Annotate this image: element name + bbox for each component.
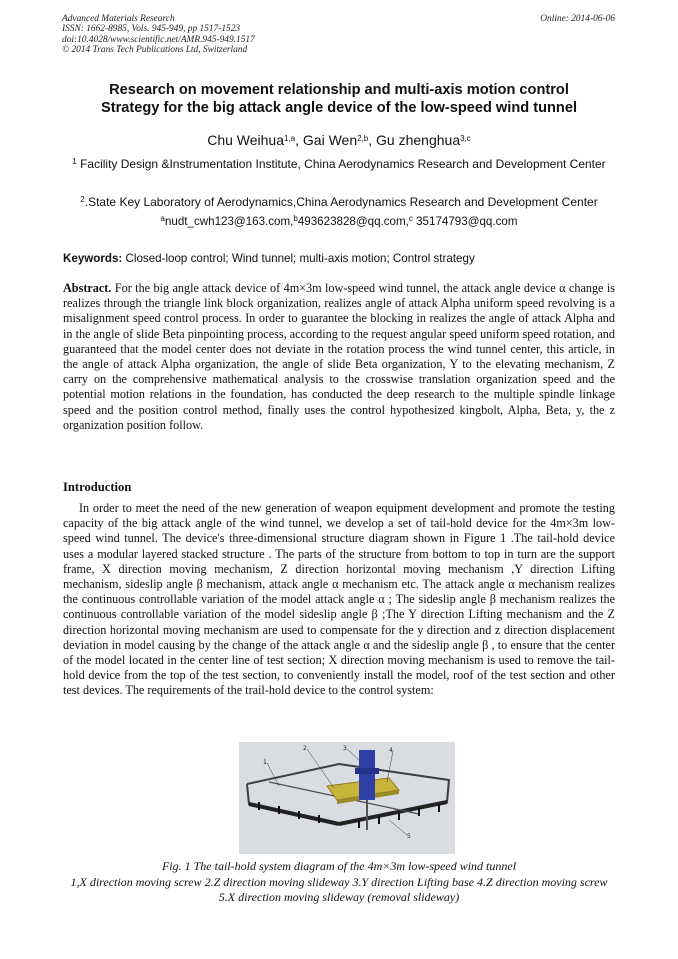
issn-line: ISSN: 1662-8985, Vols. 945-949, pp 1517-1523 — [62, 24, 241, 35]
callout-2: 2 — [303, 745, 307, 752]
email-1[interactable]: nudt_cwh123@163.com, — [164, 215, 294, 228]
y-lifting-column — [359, 750, 375, 800]
figure-1-image — [239, 742, 455, 854]
abstract — [63, 281, 615, 433]
callout-1: 1 — [263, 759, 267, 766]
author-1: Chu Weihua$^{1,a}$, — [207, 132, 303, 148]
journal-name: Advanced Materials Research — [62, 14, 175, 24]
callout-3: 3 — [343, 745, 347, 752]
abstract-text: For the big angle attack device of 4m×3m low-speed wind tunnel, the attack angle device α change is realizes through the triangle link block organization, realizes angle of attack Alpha uniform speed revolving is a misalignment speed control process. In order to guarantee the blocking in realizes the angle of attack Alpha and in the angle of slide Beta pinpointing process, according to the request angular speed uniform speed rotation, and guaranteed that the model center does not deviate in the rotation process the wind tunnel center, this article, in the angle of attack Alpha organization, the angle of slide Beta organization, Y to the elevating mechanism, Z carry on the comprehensive mathematical analysis to the crosswise translation organization speed and the potential motion relations in the foundation, has conducted the deep research to the multiple spindle linkage speed and the position control method, finally uses the control hypothesized kingbolt, Alpha, Beta, y, the z organization position follow. — [63, 281, 615, 432]
intro-paragraph: In order to meet the need of the new generation of weapon equipment development and promote the testing capacity of the big attack angle of the wind tunnel, we develop a set of tail-hold device for the 4m×3m low-speed wind tunnel. The device's three-dimensional structure diagram shown in Figure 1 .The tail-hold device uses a modular layered stacked structure . The parts of the structure from bottom to top in turn are the support frame, X direction moving mechanism, Z direction horizontal moving mechanism ,Y direction Lifting mechanism, sideslip angle β mechanism, attack angle α mechanism etc. The attack angle α mechanism realizes the continuous controllable variation of the model attack angle α ; The sideslip angle β mechanism realizes the continuous controllable variation of the model sideslip angle β ;The Y direction Lifting mechanism and the Z direction horizontal moving mechanism are used to compensate for the y direction and z direction displacement deviation in model causing by the change of the attack angle α and the sideslip angle β , to ensure that the center of the model located in the center line of test section; X direction moving mechanism is used to remove the tail-hold device from the top of the test section, to conveniently install the model, roof of the test section and other test devices. The requirements of the trail-hold device to the control system: — [63, 501, 615, 698]
column-collar — [355, 768, 379, 774]
online-date: Online: 2014-06-06 — [540, 14, 615, 24]
affiliation-1: $^1$ Facility Design &Instrumentation Institute, China Aerodynamics Research and Development Center — [72, 157, 606, 171]
author-emails: $^a$nudt_cwh123@163.com,$^b$493623828@qq.com,$^c$ 35174793@qq.com — [160, 214, 518, 228]
title-line-1: Research on movement relationship and multi-axis motion control — [109, 82, 569, 98]
keywords-text: Closed-loop control; Wind tunnel; multi-axis motion; Control strategy — [122, 252, 475, 265]
keywords-label: Keywords: — [63, 252, 123, 265]
paper-title — [40, 81, 638, 117]
keywords — [63, 251, 615, 266]
copyright-line: © 2014 Trans Tech Publications Ltd, Switzerland — [62, 44, 248, 55]
abstract-label: Abstract. — [63, 281, 112, 295]
author-list — [40, 131, 638, 149]
author-3: Gu zhenghua$^{3,c}$ — [376, 132, 471, 148]
figure-caption-title: Fig. 1 The tail-hold system diagram of the 4m×3m low-speed wind tunnel — [161, 859, 517, 873]
title-line-2: Strategy for the big attack angle device of the low-speed wind tunnel — [101, 100, 577, 116]
email-2[interactable]: 493623828@qq.com, — [297, 215, 409, 228]
tail-hold-device-illustration — [239, 742, 455, 854]
author-2: Gai Wen$^{2,b}$, — [302, 132, 377, 148]
callout-5: 5 — [407, 833, 411, 840]
callout-4: 4 — [389, 747, 393, 754]
affiliation-2: $^2$.State Key Laboratory of Aerodynamics,China Aerodynamics Research and Development Center — [80, 195, 598, 209]
doi-line[interactable]: doi:10.4028/www.scientific.net/AMR.945-949.1517 — [62, 34, 255, 45]
journal-header — [62, 14, 255, 55]
intro-heading: Introduction — [63, 480, 132, 494]
email-3[interactable]: 35174793@qq.com — [412, 215, 518, 228]
figure-caption-legend: 1,X direction moving screw 2.Z direction moving slideway 3.Y direction Lifting base 4.Z direction moving screw 5.X direction moving slideway (removal slideway) — [70, 875, 608, 904]
